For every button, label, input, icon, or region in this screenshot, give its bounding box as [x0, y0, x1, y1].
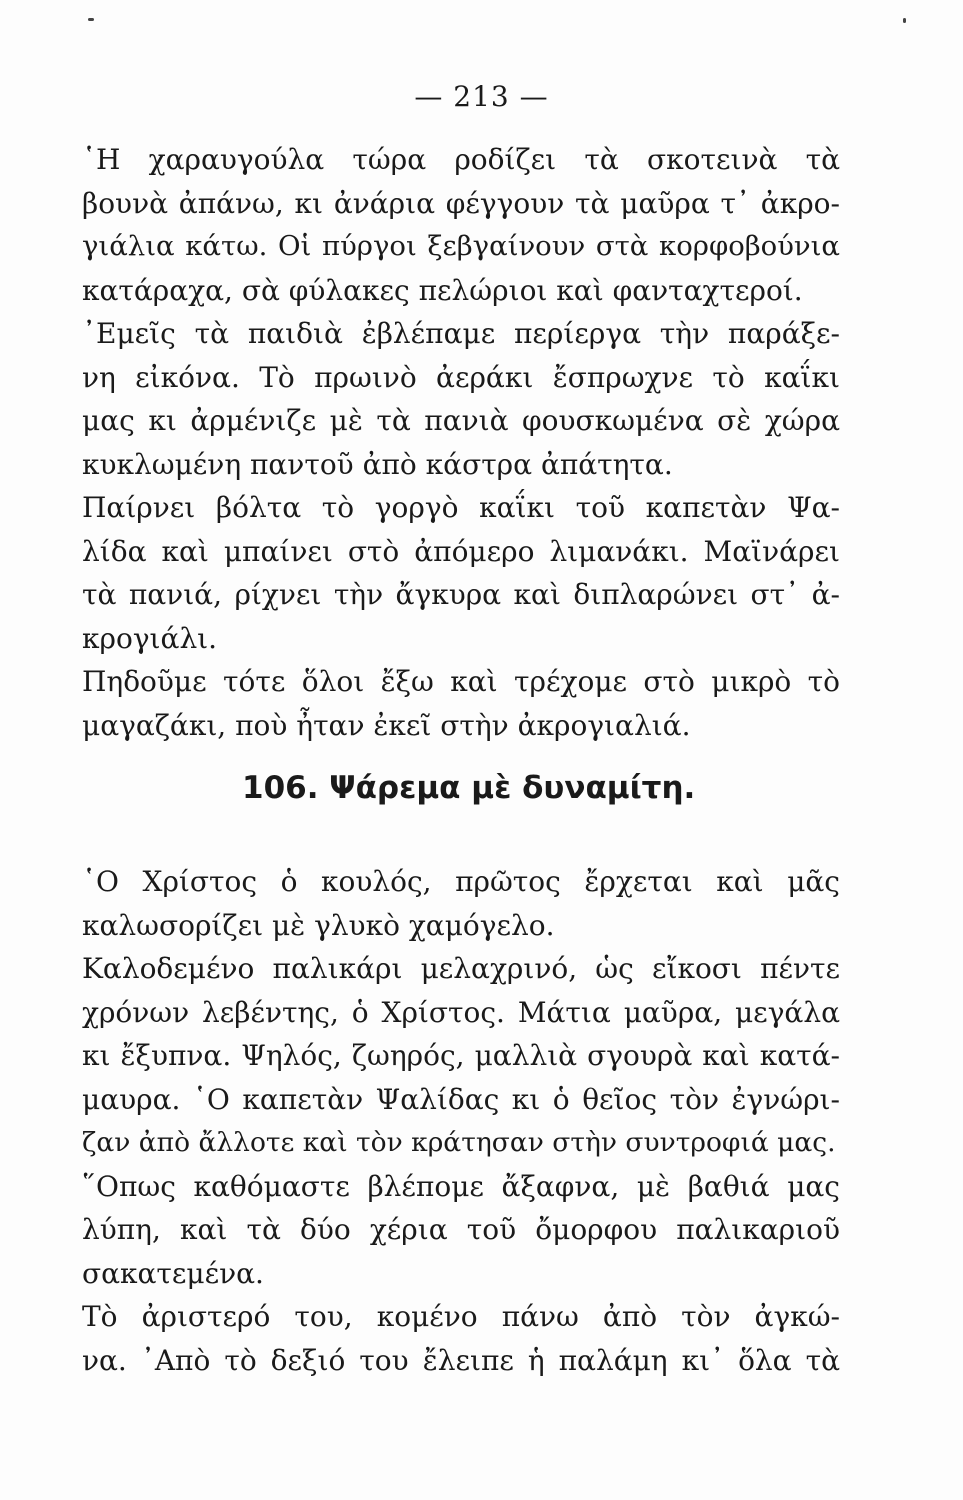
text-line: ζαν ἀπὸ ἄλλοτε καὶ τὸν κράτησαν στὴν συντροφιά μας. [82, 1127, 836, 1158]
text-line: μαυρα. ῾Ο καπετὰν Ψαλίδας κι ὁ θεῖος τὸν ἐγνώρι- [82, 1082, 840, 1116]
text-line: Καλοδεμένο παλικάρι μελαχρινό, ὡς εἴκοσι πέντε [82, 952, 840, 985]
text-line: νη εἰκόνα. Τὸ πρωινὸ ἀεράκι ἔσπρωχνε τὸ καΐκι [82, 360, 840, 394]
text-line: μας κι ἀρμένιζε μὲ τὰ πανιὰ φουσκωμένα σὲ χώρα [82, 404, 840, 437]
text-block-top [82, 138, 840, 747]
text-line: ῾Η χαραυγούλα τώρα ροδίζει τὰ σκοτεινὰ τὰ [82, 143, 840, 176]
text-line: κυκλωμένη παντοῦ ἀπὸ κάστρα ἀπάτητα. [82, 447, 673, 481]
scan-speck [88, 18, 94, 21]
scan-speck [903, 18, 906, 23]
text-line: κρογιάλι. [82, 621, 218, 655]
text-line: μαγαζάκι, ποὺ ἦταν ἐκεῖ στὴν ἀκρογιαλιά. [82, 708, 691, 742]
text-line: ῞Οπως καθόμαστε βλέπομε ἄξαφνα, μὲ βαθιά μας [82, 1169, 840, 1203]
text-line: ῾Ο Χρίστος ὁ κουλός, πρῶτος ἔρχεται καὶ μᾶς [82, 865, 840, 898]
text-line: γιάλια κάτω. Οἱ πύργοι ξεβγαίνουν στὰ κορφοβούνια [82, 230, 840, 262]
text-line: χρόνων λεβέντης, ὁ Χρίστος. Μάτια μαῦρα, μεγάλα [82, 995, 840, 1029]
text-line: ᾽Εμεῖς τὰ παιδιὰ ἐβλέπαμε περίεργα τὴν παράξε- [82, 317, 840, 350]
text-line: καλωσορίζει μὲ γλυκὸ χαμόγελο. [82, 908, 555, 942]
text-line: κι ἔξυπνα. Ψηλός, ζωηρός, μαλλιὰ σγουρὰ καὶ κατά- [82, 1039, 840, 1072]
text-line: τὰ πανιά, ρίχνει τὴν ἄγκυρα καὶ διπλαρώνει στ᾽ ἀ- [82, 578, 840, 611]
text-line: να. ᾽Απὸ τὸ δεξιό του ἔλειπε ἡ παλάμη κι᾽ ὅλα τὰ [82, 1343, 840, 1377]
text-line: λίδα καὶ μπαίνει στὸ ἀπόμερο λιμανάκι. Μαϊνάρει [82, 534, 840, 568]
text-line: λύπη, καὶ τὰ δύο χέρια τοῦ ὄμορφου παλικαριοῦ [82, 1213, 840, 1246]
section-heading: 106. Ψάρεμα μὲ δυναμίτη. [242, 770, 696, 806]
text-line: Παίρνει βόλτα τὸ γοργὸ καΐκι τοῦ καπετὰν Ψα- [82, 491, 840, 524]
text-line: σακατεμένα. [82, 1256, 264, 1290]
page-number: — 213 — [414, 80, 549, 113]
text-block-bottom [82, 860, 840, 1382]
text-line: Τὸ ἀριστερό του, κομένο πάνω ἀπὸ τὸν ἀγκώ- [82, 1300, 840, 1333]
text-line: κατάραχα, σὰ φύλακες πελώριοι καὶ φανταχτεροί. [82, 273, 803, 307]
text-line: βουνὰ ἀπάνω, κι ἀνάρια φέγγουν τὰ μαῦρα τ᾽ ἀκρο- [82, 186, 840, 220]
text-line: Πηδοῦμε τότε ὅλοι ἔξω καὶ τρέχομε στὸ μικρὸ τὸ [82, 665, 840, 698]
